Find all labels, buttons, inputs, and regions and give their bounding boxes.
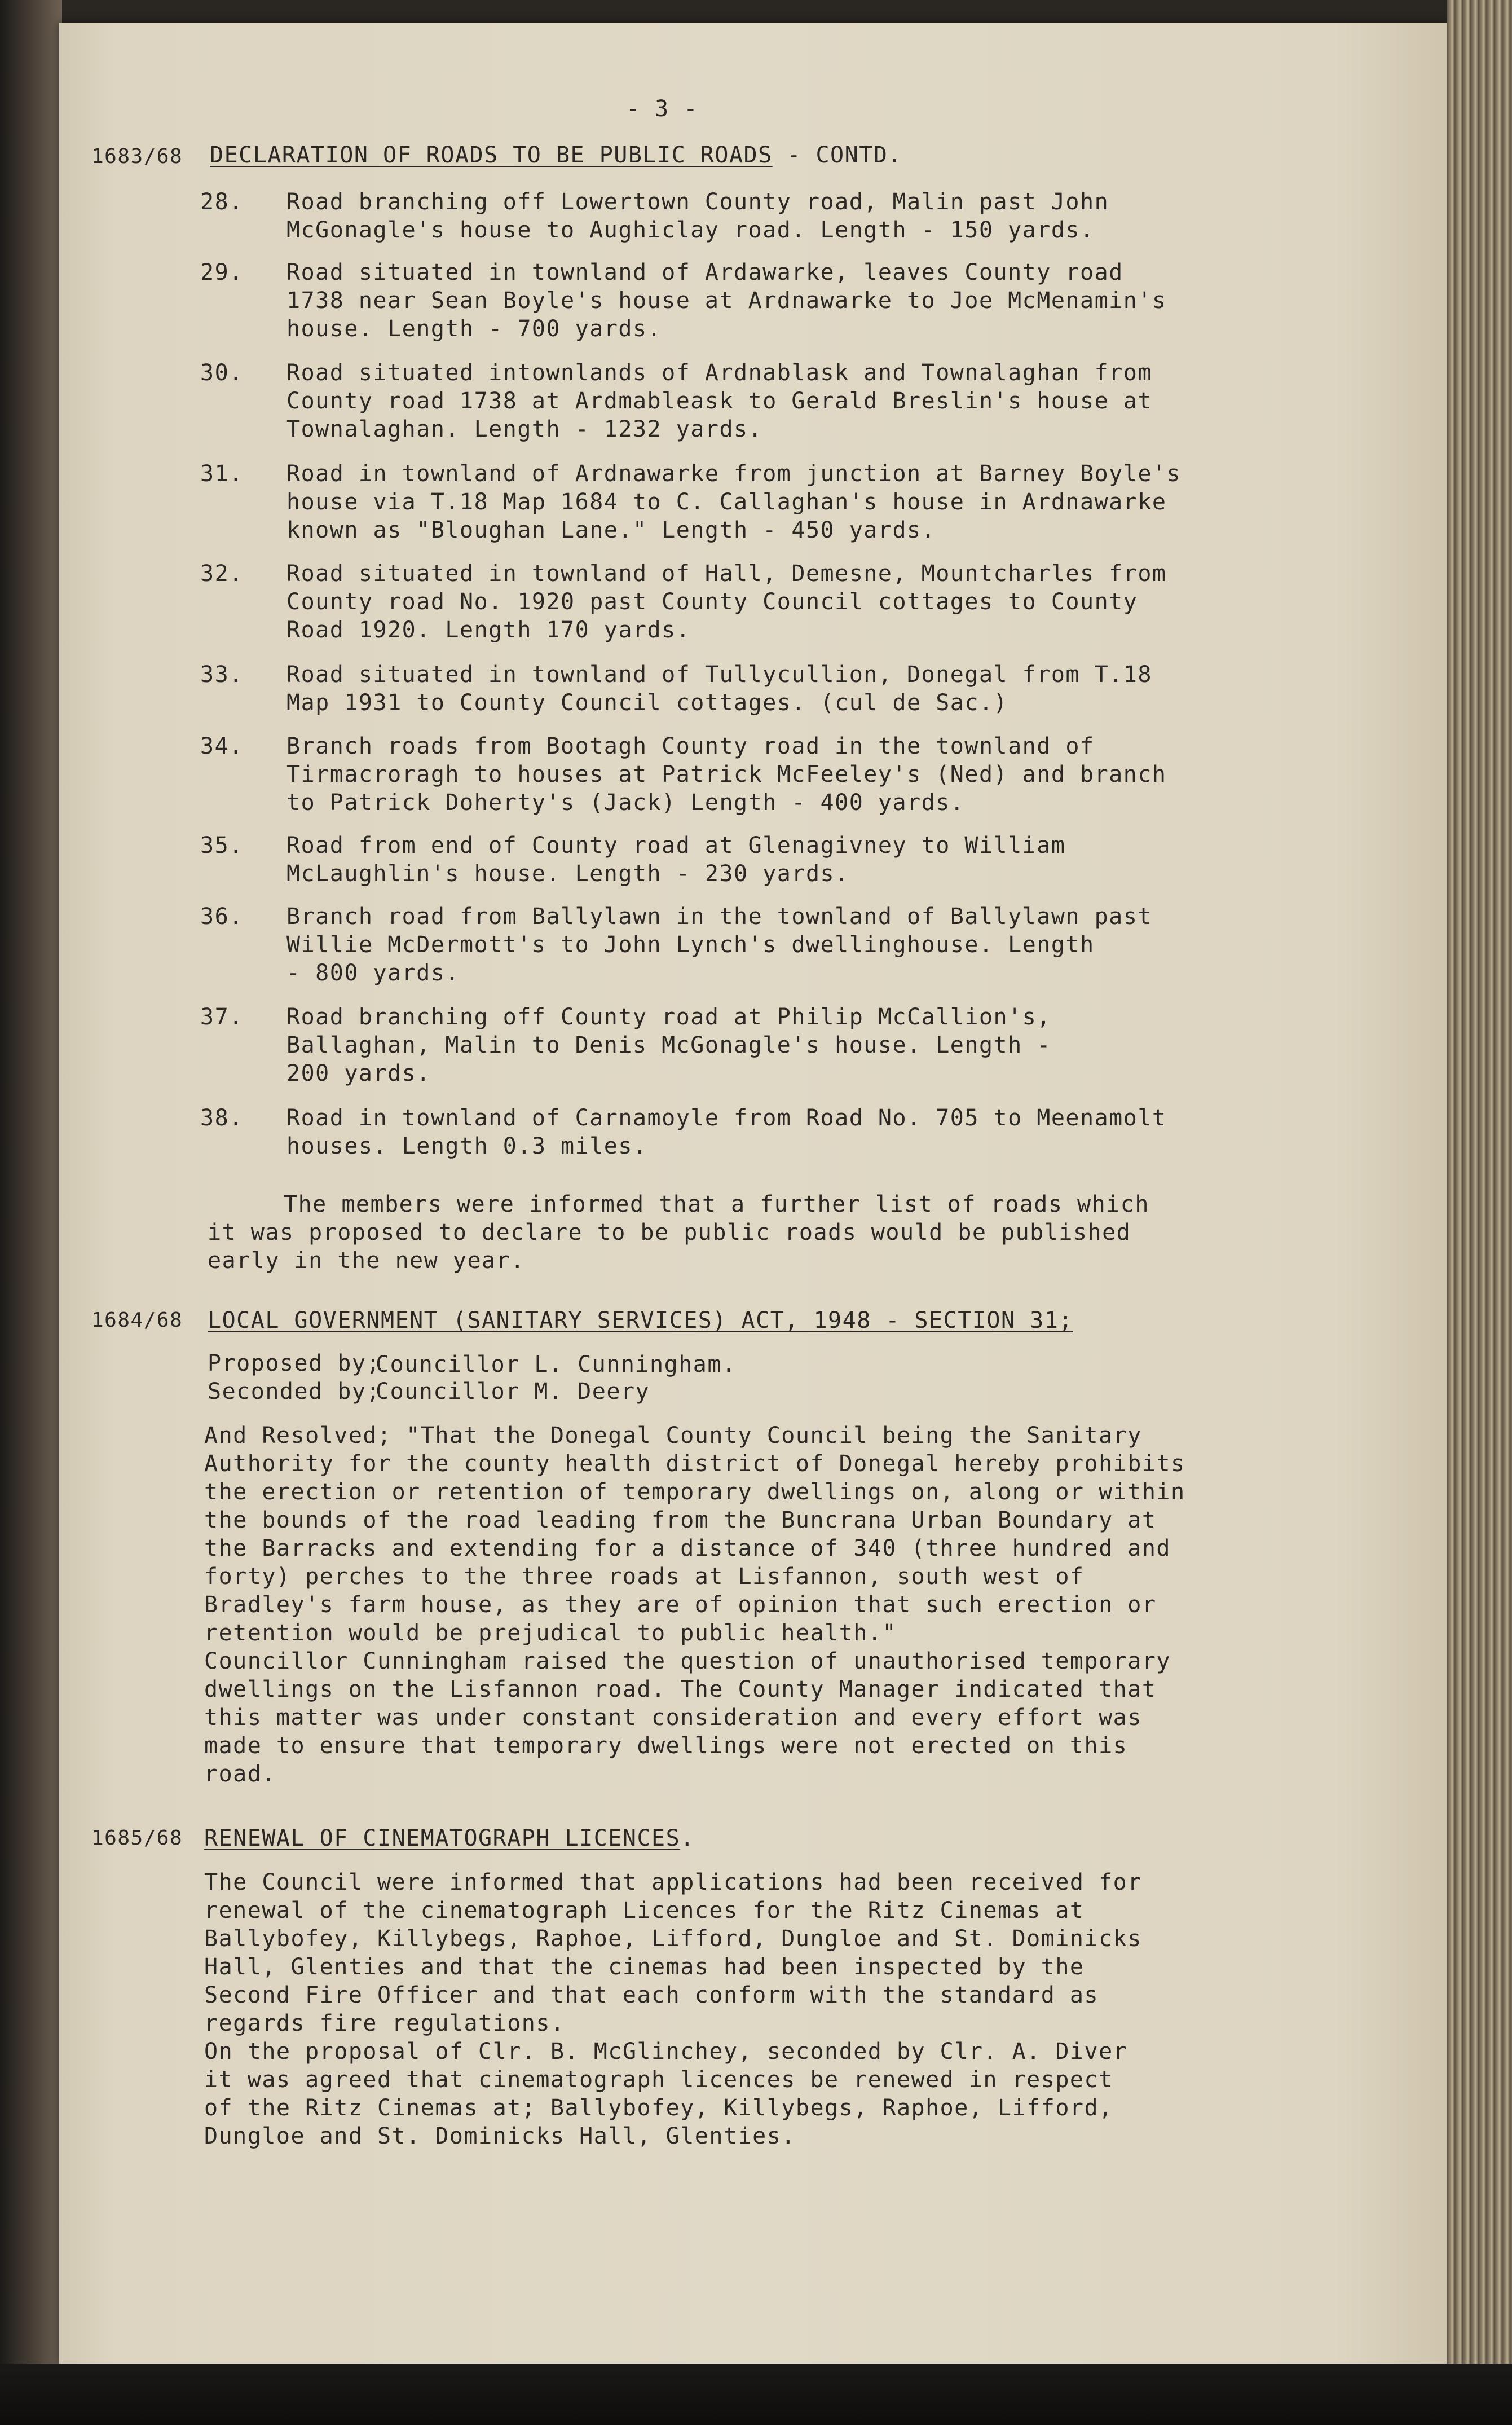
item-text: Road branching off Lowertown County road, Malin past John McGonagle's house to Aughiclay road. Length - 150 yards.	[286, 189, 1109, 243]
heading-suffix: .	[680, 1825, 695, 1851]
item-number: 34.	[200, 733, 244, 759]
section-heading-sanitary: LOCAL GOVERNMENT (SANITARY SERVICES) ACT, 1948 - SECTION 31;	[208, 1308, 1073, 1333]
minute-number: 1684/68	[91, 1309, 183, 1332]
book-binding	[1447, 0, 1512, 2425]
item-number: 30.	[200, 360, 244, 386]
item-text: Road from end of County road at Glenagivney to William McLaughlin's house. Length - 230 yards.	[286, 833, 1066, 887]
heading-text: DECLARATION OF ROADS TO BE PUBLIC ROADS	[210, 142, 773, 168]
book-bottom-edge	[0, 2364, 1512, 2425]
book-left-edge	[0, 0, 62, 2425]
item-number: 37.	[200, 1004, 244, 1030]
item-text: Road situated in townland of Tullycullion, Donegal from T.18 Map 1931 to County Council cottages. (cul de Sac.)	[286, 662, 1152, 716]
heading-text: RENEWAL OF CINEMATOGRAPH LICENCES	[204, 1825, 681, 1851]
item-number: 38.	[200, 1105, 244, 1131]
item-text: Road situated in townland of Ardawarke, leaves County road 1738 near Sean Boyle's house at Ardnawarke to Joe McMenamin's house. Length - 700 yards.	[286, 259, 1167, 342]
item-number: 31.	[200, 461, 244, 487]
section-heading-roads	[210, 141, 902, 169]
item-number: 36.	[200, 904, 244, 930]
proposed-by: Councillor L. Cunningham.	[376, 1352, 737, 1377]
minute-number: 1685/68	[91, 1827, 183, 1850]
item-text: Branch roads from Bootagh County road in the townland of Tirmacroragh to houses at Patrick McFeeley's (Ned) and branch to Patrick Doherty's (Jack) Length - 400 yards.	[286, 733, 1167, 816]
item-number: 33.	[200, 662, 244, 688]
page-number: - 3 -	[626, 96, 698, 122]
item-text: Road situated intownlands of Ardnablask and Townalaghan from County road 1738 at Ardmableask to Gerald Breslin's house at Townalaghan. Length - 1232 yards.	[286, 360, 1152, 442]
seconded-by: Councillor M. Deery	[376, 1379, 650, 1405]
proposed-label: Proposed by;	[208, 1350, 381, 1376]
roads-closing-paragraph: The members were informed that a further list of roads which it was proposed to declare to be public roads would be published early in the new year.	[208, 1191, 1149, 1274]
item-number: 35.	[200, 833, 244, 859]
item-number: 28.	[200, 189, 244, 215]
cinema-paragraph: The Council were informed that applications had been received for renewal of the cinematograph Licences for the Ritz Cinemas at Ballybofey, Killybegs, Raphoe, Lifford, Dungloe and St. Dominicks Hall, Glenties and that the cinemas had been inspected by the Second Fire Officer and that each conform with the standard as regards fire regulations. On the proposal of Clr. B. McGlinchey, seconded by Clr. A. Diver it was agreed that cinematograph licences be renewed in respect of the Ritz Cinemas at; Ballybofey, Killybegs, Raphoe, Lifford, Dungloe and St. Dominicks Hall, Glenties.	[204, 1869, 1142, 2149]
sanitary-resolution: And Resolved; "That the Donegal County Council being the Sanitary Authority for the county health district of Donegal hereby prohibits the erection or retention of temporary dwellings on, along or within the bounds of the road leading from the Buncrana Urban Boundary at the Barracks and extending for a distance of 340 (three hundred and forty) perches to the three roads at Lisfannon, south west of Bradley's farm house, as they are of opinion that such erection or retention would be prejudical to public health." Councillor Cunningham raised the question of unauthorised temporary dwellings on the Lisfannon road. The County Manager indicated that this matter was under constant consideration and every effort was made to ensure that temporary dwellings were not erected on this road.	[204, 1423, 1185, 1787]
item-text: Road situated in townland of Hall, Demesne, Mountcharles from County road No. 1920 past County Council cottages to County Road 1920. Length 170 yards.	[286, 561, 1167, 643]
item-text: Road branching off County road at Philip McCallion's, Ballaghan, Malin to Denis McGonagle's house. Length - 200 yards.	[286, 1004, 1051, 1086]
item-number: 29.	[200, 259, 244, 285]
heading-suffix: - CONTD.	[772, 142, 902, 168]
item-number: 32.	[200, 561, 244, 587]
minute-number: 1683/68	[91, 145, 183, 168]
item-text: Branch road from Ballylawn in the townland of Ballylawn past Willie McDermott's to John Lynch's dwellinghouse. Length - 800 yards.	[286, 904, 1152, 986]
section-heading-cinema	[204, 1824, 695, 1852]
item-text: Road in townland of Ardnawarke from junction at Barney Boyle's house via T.18 Map 1684 to C. Callaghan's house in Ardnawarke known as "Bloughan Lane." Length - 450 yards.	[286, 461, 1182, 543]
seconded-label: Seconded by;	[208, 1379, 381, 1405]
item-text: Road in townland of Carnamoyle from Road No. 705 to Meenamolt houses. Length 0.3 miles.	[286, 1105, 1167, 1159]
